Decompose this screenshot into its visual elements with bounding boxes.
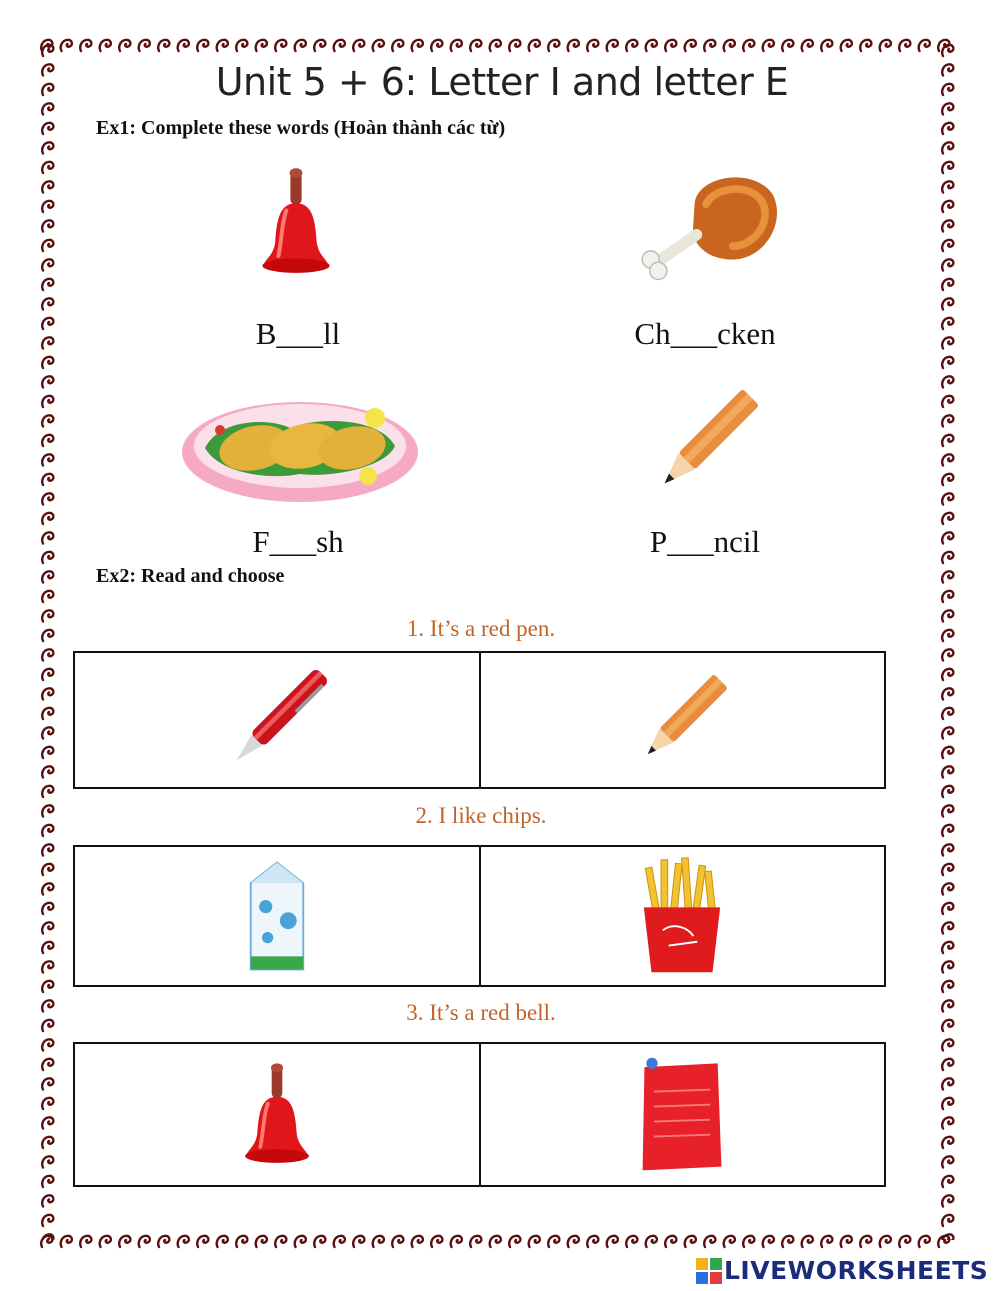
- notepad-icon: [634, 1054, 730, 1176]
- option-pencil[interactable]: [479, 653, 885, 787]
- bell-icon: [239, 1055, 315, 1175]
- milk-carton-icon: [237, 855, 317, 977]
- word-fish: F___sh: [252, 524, 344, 559]
- decorative-border-bottom: [38, 1228, 962, 1254]
- pen-icon: [220, 663, 334, 777]
- word-bell: B___ll: [255, 316, 341, 351]
- decorative-border-top: [38, 32, 962, 58]
- liveworksheets-logo-icon: [696, 1258, 722, 1284]
- question-2-options: [73, 845, 886, 987]
- option-bell[interactable]: [75, 1044, 479, 1185]
- question-3-options: [73, 1042, 886, 1187]
- pencil-icon: [646, 384, 764, 502]
- decorative-border-left: [36, 40, 62, 1240]
- question-1-options: [73, 651, 886, 789]
- decorative-border-right: [936, 40, 962, 1240]
- option-notepad[interactable]: [479, 1044, 885, 1185]
- question-1-sentence: 1. It’s a red pen.: [406, 616, 556, 641]
- ex1-heading: Ex1: Complete these words (Hoàn thành các từ): [96, 117, 506, 139]
- brand-text: LIVEWORKSHEETS: [724, 1256, 989, 1285]
- word-pencil: P___ncil: [649, 524, 761, 559]
- chicken-leg-icon: [628, 166, 784, 290]
- fish-plate-icon: [180, 388, 420, 508]
- ex2-heading: Ex2: Read and choose: [96, 565, 285, 587]
- option-chips[interactable]: [479, 847, 885, 985]
- option-pen[interactable]: [75, 653, 479, 787]
- option-milk[interactable]: [75, 847, 479, 985]
- page-title: Unit 5 + 6: Letter I and letter E: [215, 60, 789, 104]
- pencil-icon: [632, 670, 732, 770]
- question-2-sentence: 2. I like chips.: [415, 803, 547, 828]
- fries-icon: [632, 854, 732, 978]
- question-3-sentence: 3. It’s a red bell.: [406, 1000, 556, 1025]
- word-chicken: Ch___cken: [634, 316, 776, 351]
- bell-icon: [256, 160, 336, 285]
